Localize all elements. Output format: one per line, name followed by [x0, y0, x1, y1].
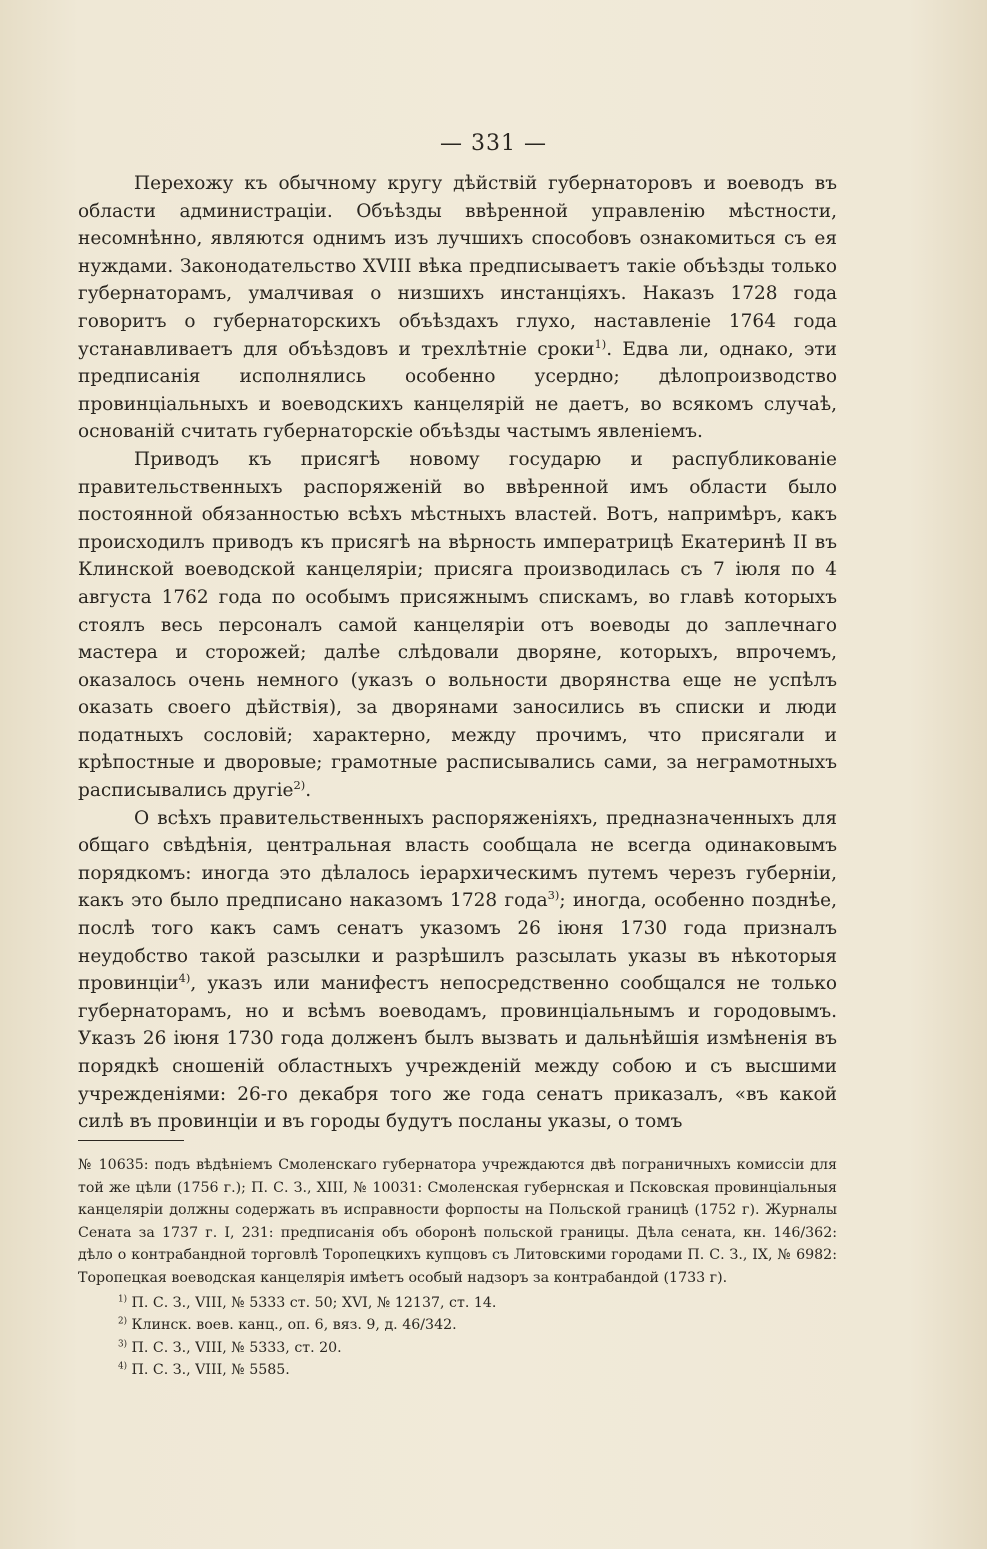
footnote-mark: 2)	[118, 1316, 128, 1327]
footnote-text: П. С. З., VIII, № 5585.	[127, 1362, 290, 1379]
footnote-ref-3: 3)	[547, 888, 560, 903]
body-text	[78, 170, 837, 1136]
footnote-ref-1: 1)	[594, 336, 607, 351]
footnote-mark: 1)	[118, 1293, 128, 1304]
paragraph-inspections	[78, 170, 837, 446]
paragraph-text: . Едва ли, однако, эти предписанія исполнялись особенно усердно; дѣлопроизводство провинціальныхъ и воеводскихъ канцелярій не даетъ, во всякомъ случаѣ, основаній считать губернаторскіе объѣзды частымъ явленіемъ.	[78, 338, 837, 443]
footnote-2	[78, 1314, 837, 1337]
paragraph-text: Приводъ къ присягѣ новому государю и распубликованіе правительственныхъ распоряженій во ввѣренной имъ области было постоянной обязанностью всѣхъ мѣстныхъ властей. Вотъ, напримѣръ, какъ происходилъ приводъ къ присягѣ на вѣрность императрицѣ Екатеринѣ II въ Клинской воеводской канцеляріи; присяга производилась съ 7 іюля по 4 августа 1762 года по особымъ присяжнымъ спискамъ, во главѣ которыхъ стоялъ весь персоналъ самой канцеляріи отъ воеводы до заплечнаго мастера и сторожей; далѣе слѣдовали дворяне, которыхъ, впрочемъ, оказалось очень немного (указъ о вольности дворянства еще не успѣлъ оказать своего дѣйствія), за дворянами заносились въ списки и люди податныхъ сословій; характерно, между прочимъ, что присягали и крѣпостные и дворовые; грамотные расписывались сами, за неграмотныхъ расписывались другіе	[78, 448, 837, 802]
footnote-4	[78, 1359, 837, 1382]
footnotes	[78, 1154, 837, 1382]
paragraph-oath	[78, 446, 837, 805]
paragraph-text: Перехожу къ обычному кругу дѣйствій губернаторовъ и воеводъ въ области администраціи. Объѣзды ввѣренной управленію мѣстности, несомнѣнно, являются однимъ изъ лучшихъ способовъ ознакомиться съ ея нуждами. Законодательство XVIII вѣка предписываетъ такіе объѣзды только губернаторамъ, умалчивая о низшихъ инстанціяхъ. Наказъ 1728 года говоритъ о губернаторскихъ объѣздахъ глухо, наставленіе 1764 года устанавливаетъ для объѣздовъ и трехлѣтніе сроки	[78, 173, 837, 360]
footnote-ref-4: 4)	[178, 971, 191, 986]
footnote-3	[78, 1337, 837, 1360]
footnote-ref-2: 2)	[293, 777, 306, 792]
footnote-mark: 4)	[118, 1361, 128, 1372]
footnote-continuation: № 10635: подъ вѣдѣніемъ Смоленскаго губернатора учреждаются двѣ пограничныхъ комиссіи для той же цѣли (1756 г.); П. С. З., XIII, № 10031: Смоленская губернская и Псковская провинціальныя канцеляріи должны содержать въ исправности форпосты на Польской границѣ (1752 г). Журналы Сената за 1737 г. I, 231: предписанія объ оборонѣ польской границы. Дѣла сената, кн. 146/362: дѣло о контрабандной торговлѣ Торопецкихъ купцовъ съ Литовскими городами П. С. З., IX, № 6982: Торопецкая воеводская канцелярія имѣетъ особый надзоръ за контрабандой (1733 г).	[78, 1157, 837, 1286]
page-number: — 331 —	[440, 131, 547, 156]
paragraph-decrees	[78, 805, 837, 1136]
footnote-separator	[78, 1140, 184, 1141]
footnote-1	[78, 1292, 837, 1315]
paragraph-text: .	[305, 780, 312, 802]
footnote-text: П. С. З., VIII, № 5333 ст. 50; XVI, № 12137, ст. 14.	[127, 1294, 497, 1311]
paragraph-text: ; иногда, особенно позднѣе, послѣ того какъ самъ сенатъ указомъ 26 іюня 1730 года призналъ неудобство такой разсылки и разрѣшилъ разсылать указы въ нѣкоторыя провинціи	[78, 890, 837, 995]
paragraph-text: , указъ или манифестъ непосредственно сообщался не только губернаторамъ, но и всѣмъ воеводамъ, провинціальнымъ и городовымъ. Указъ 26 іюня 1730 года долженъ былъ вызвать и дальнѣйшія измѣненія въ порядкѣ сношеній областныхъ учрежденій между собою и съ высшими учрежденіями: 26-го декабря того же года сенатъ приказалъ, «въ какой силѣ въ провинціи и въ городы будутъ посланы указы, о томъ	[78, 973, 837, 1133]
paragraph-text: О всѣхъ правительственныхъ распоряженіяхъ, предназначенныхъ для общаго свѣдѣнія, центральная власть сообщала не всегда одинаковымъ порядкомъ: иногда это дѣлалось іерархическимъ путемъ черезъ губерніи, какъ это было предписано наказомъ 1728 года	[78, 807, 837, 912]
footnote-text: Клинск. воев. канц., оп. 6, вяз. 9, д. 46/342.	[127, 1317, 457, 1334]
footnote-text: П. С. З., VIII, № 5333, ст. 20.	[127, 1339, 342, 1356]
footnote-mark: 3)	[118, 1339, 128, 1350]
